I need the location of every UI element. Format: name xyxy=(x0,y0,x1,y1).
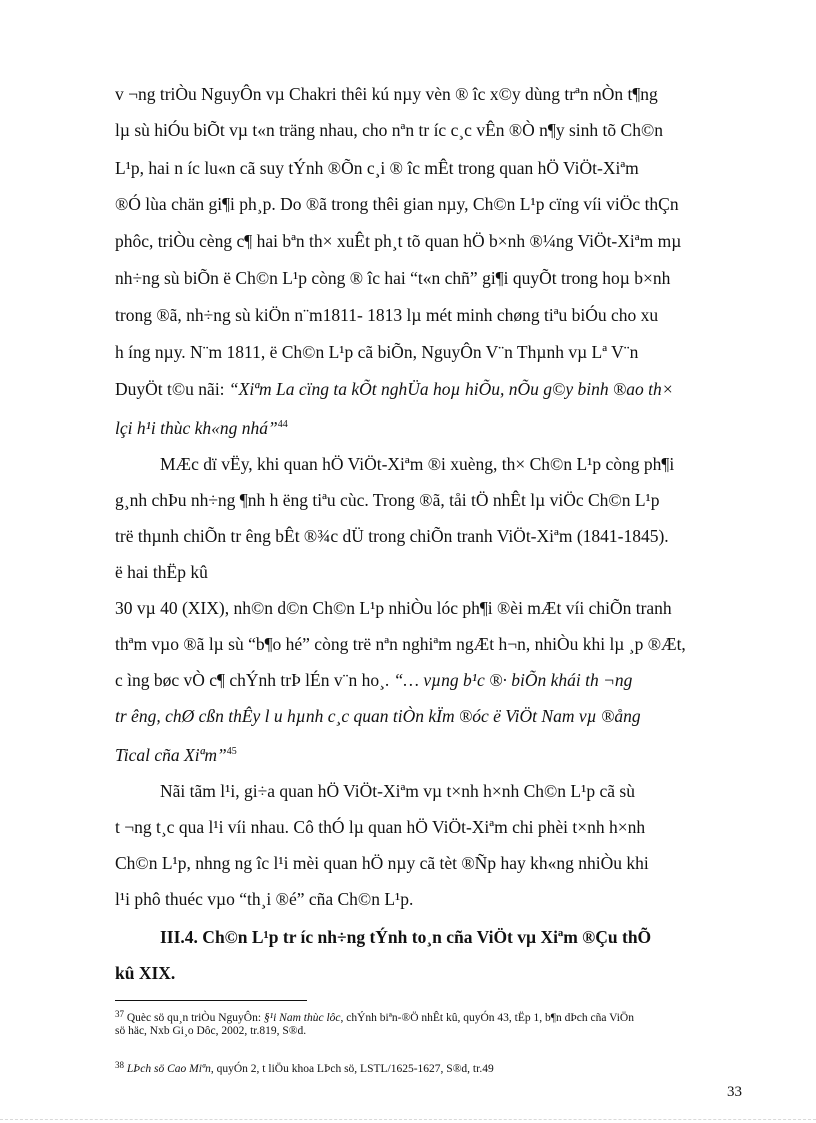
body-line: 30 vµ 40 (XIX), nh©n d©n Ch©n L¹p nhiÒu lóc ph¶i ®èi mÆt víi chiÕn tranh xyxy=(115,598,672,618)
body-line: h íng nµy. N¨m 1811, ë Ch©n L¹p cã biÕn, NguyÔn V¨n Thµnh vµ Lª V¨n xyxy=(115,342,639,362)
page-number: 33 xyxy=(727,1084,742,1100)
body-line: trë thµnh chiÕn tr êng bÊt ®¾c dÜ trong chiÕn tranh ViÖt-Xiªm (1841-1845). xyxy=(115,526,669,546)
page-edge xyxy=(0,1119,816,1120)
footnote-text: , chÝnh biªn-®Ö nhÊt kû, quyÓn 43, tËp 1, b¶n dÞch cña ViÖn xyxy=(340,1012,634,1024)
body-line: nh÷ng sù biÕn ë Ch©n L¹p còng ® îc hai “t«n chñ” gi¶i quyÕt trong hoµ b×nh xyxy=(115,268,671,288)
footnote-number: 38 xyxy=(115,1060,124,1070)
body-line xyxy=(115,377,674,401)
section-heading: III.4. Ch©n L¹p tr íc nh÷ng tÝnh to¸n cña ViÖt vµ Xiªm ®Çu thÕ xyxy=(160,927,652,947)
body-line: l¹i phô thuéc vµo “th¸i ®é” cña Ch©n L¹p. xyxy=(115,889,414,909)
body-line: L¹p, hai n íc lu«n cã suy tÝnh ®Õn c¸i ® îc mÊt trong quan hÖ ViÖt-Xiªm xyxy=(115,158,639,178)
quote-text: lçi h¹i thùc kh«ng nhá” xyxy=(115,417,278,438)
body-line: t ¬ng t¸c qua l¹i víi nhau. Cô thÓ lµ quan hÖ ViÖt-Xiªm chi phèi t×nh h×nh xyxy=(115,817,646,837)
footnote-ref: 45 xyxy=(226,746,237,757)
body-line: Nãi tãm l¹i, gi÷a quan hÖ ViÖt-Xiªm vµ t×nh h×nh Ch©n L¹p cã sù xyxy=(160,781,635,801)
body-line: ®Ó lùa chän gi¶i ph¸p. Do ®ã trong thêi gian nµy, Ch©n L¹p cïng víi viÖc thÇn xyxy=(115,194,679,214)
footnote-ref: 44 xyxy=(277,419,288,430)
body-line: v ¬ng triÒu NguyÔn vµ Chakri thêi kú nµy vèn ® îc x©y dùng trªn nÒn t¶ng xyxy=(115,84,658,104)
body-line: MÆc dï vËy, khi quan hÖ ViÖt-Xiªm ®i xuèng, th× Ch©n L¹p còng ph¶i xyxy=(160,454,675,474)
quote-text: “… vµng b¹c ®· biÕn khái th ¬ng xyxy=(393,670,633,690)
quote-line xyxy=(115,740,237,767)
body-line xyxy=(115,668,632,692)
footnote-38 xyxy=(115,1057,494,1077)
body-line: g¸nh chÞu nh÷ng ¶nh h ëng tiªu cùc. Trong ®ã, tåi tÖ nhÊt lµ viÖc Ch©n L¹p xyxy=(115,490,660,510)
body-line: thªm vµo ®ã lµ sù “b¶o hé” còng trë nªn nghiªm ngÆt h¬n, nhiÒu khi lµ ¸p ®Æt, xyxy=(115,634,686,654)
body-line: ë hai thËp kû xyxy=(115,562,208,582)
footnote-title: LÞch sö Cao Miªn xyxy=(126,1063,211,1075)
footnote-text: Quèc sö qu¸n triÒu NguyÔn: xyxy=(126,1012,262,1024)
footnote-37-cont: sö häc, Nxb Gi¸o Dôc, 2002, tr.819, S®d. xyxy=(115,1025,307,1037)
body-line: phôc, triÒu cèng c¶ hai bªn th× xuÊt ph¸t tõ quan hÖ b×nh ®¼ng ViÖt-Xiªm mµ xyxy=(115,231,682,251)
quote-line xyxy=(115,413,288,440)
footnote-text: , quyÓn 2, t liÖu khoa LÞch sö, LSTL/1625-1627, S®d, tr.49 xyxy=(210,1063,494,1075)
footnote-title: §¹i Nam thùc lôc xyxy=(263,1012,341,1024)
section-heading: kû XIX. xyxy=(115,963,176,983)
quote-text: “Xiªm La cïng ta kÕt nghÜa hoµ hiÕu, nÕu g©y binh ®ao th× xyxy=(228,379,674,399)
body-line: trong ®ã, nh÷ng sù kiÖn n¨m1811- 1813 lµ mét minh chøng tiªu biÓu cho xu xyxy=(115,305,659,325)
body-line: Ch©n L¹p, nhng ng îc l¹i mèi quan hÖ nµy cã tèt ®Ñp hay kh«ng nhiÒu khi xyxy=(115,853,649,873)
quote-text: Tical cña Xiªm” xyxy=(115,744,227,765)
footnote-number: 37 xyxy=(115,1009,124,1019)
body-text: c ìng bøc vÒ c¶ chÝnh trÞ lÉn v¨n ho¸. xyxy=(115,670,390,690)
body-text: DuyÖt t©u nãi: xyxy=(115,379,225,399)
quote-line: tr êng, chØ cßn thÊy l u hµnh c¸c quan tiÒn kÏm ®óc ë ViÖt Nam vµ ®ång xyxy=(115,706,641,726)
body-line: lµ sù hiÓu biÕt vµ t«n träng nhau, cho nªn tr íc c¸c vÊn ®Ò n¶y sinh tõ Ch©n xyxy=(115,120,663,140)
footnote-divider xyxy=(115,1000,307,1001)
